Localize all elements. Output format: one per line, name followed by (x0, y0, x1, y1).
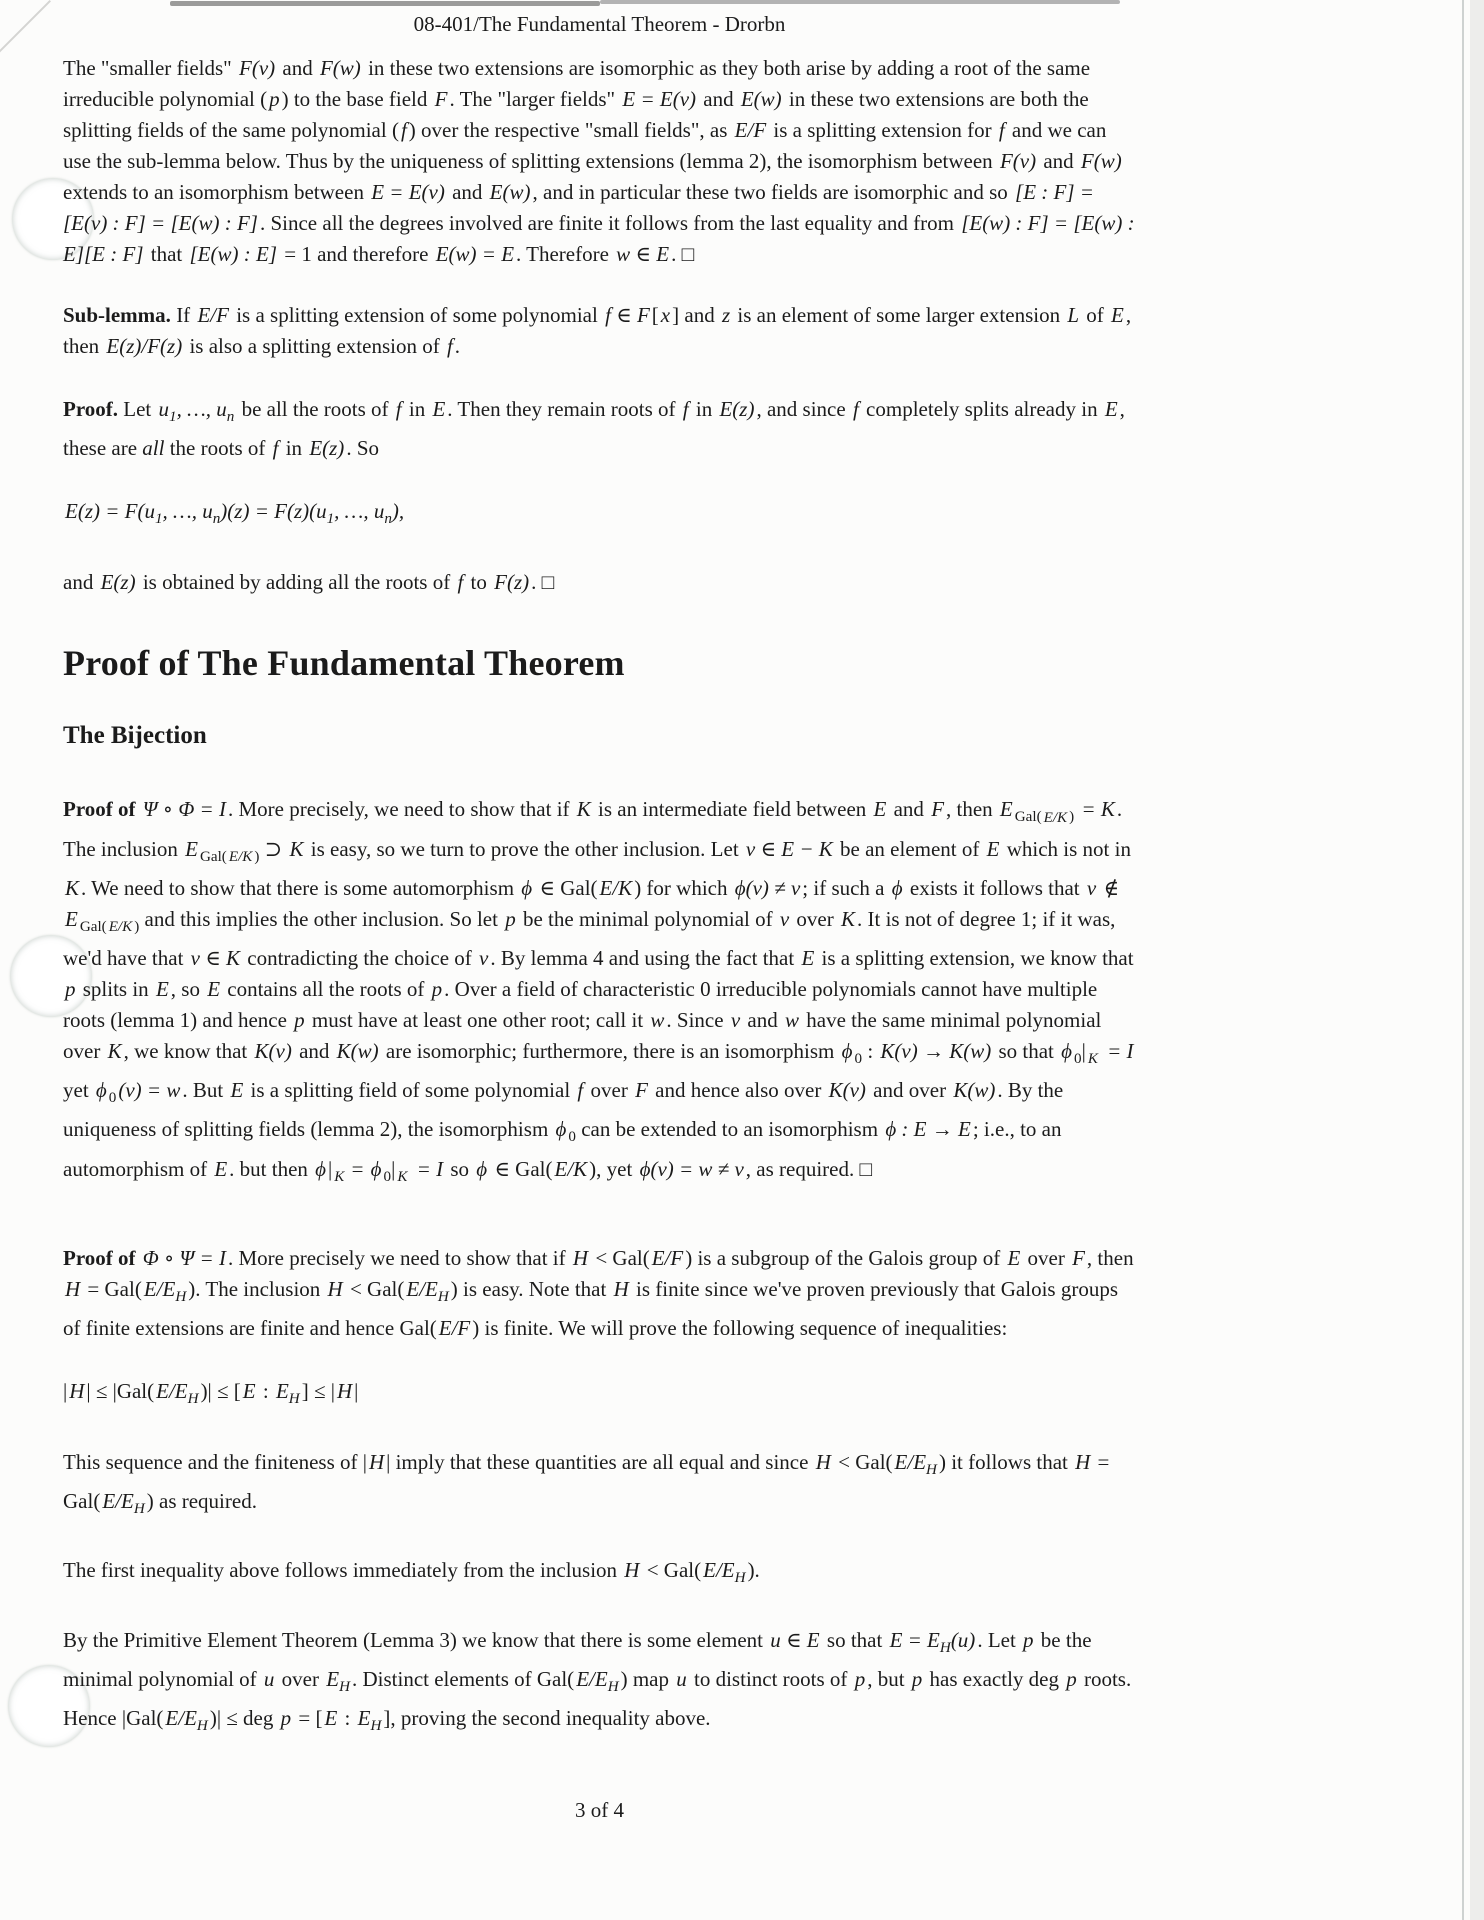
sublemma-proof-conclusion: and E(z) is obtained by adding all the roots of f to F(z). □ (63, 570, 555, 595)
sublemma-proof: Proof. Let $u_1$, …, $u_n$ be all the roots of f in E. Then they remain roots of f in E(z), and since f completely splits already in E, these are all the roots of f in E(z). So (63, 397, 1125, 461)
paragraph-proof-psi-phi: Proof of Ψ ∘ Φ = I. More precisely, we need to show that if K is an intermediate field between E and F, then E $_{Gal( E/K )}$ = K. The inclusion E $_{Gal( E/K )}$ ⊃ K is easy, so we turn to prove the other inclusion. Let v ∈ E − K be an element of E which is not in K. We need to show that there is some automorphism ϕ ∈ Gal(E/K) for which ϕ(v) ≠ v; if such a ϕ exists it follows that v ∉ E $_{Gal( E/K )}$ and this implies the other inclusion. So let p be the minimal polynomial of v over K. It is not of degree 1; if it was, we'd have that v ∈ K contradicting the choice of v. By lemma 4 and using the fact that E is a splitting extension, we know that p splits in E, so E contains all the roots of p. Over a field of characteristic 0 irreducible polynomials cannot have multiple roots (lemma 1) and hence p must have at least one other root; call it w. Since v and w have the same minimal polynomial over K, we know that K(v) and K(w) are isomorphic; furthermore, there is an isomorphism ϕ $_0$ : K(v) → K(w) so that ϕ $_0$| $_K$ = I yet ϕ $_0$(v) = w. But E is a splitting field of some polynomial f over F and hence also over K(v) and over K(w). By the uniqueness of splitting fields (lemma 2), the isomorphism ϕ $_0$ can be extended to an isomorphism ϕ : E → E; i.e., to an automorphism of E. but then ϕ| $_K$ = ϕ $_0$| $_K$ = I so ϕ ∈ Gal(E/K), yet ϕ(v) = w ≠ v, as required. □ (63, 797, 1134, 1185)
scan-edge-strip (1470, 0, 1484, 1920)
paragraph-primitive-element: By the Primitive Element Theorem (Lemma 3) we know that there is some element u ∈ E so that $E = E_H(u)$. Let p be the minimal polynomial of u over $E_H$. Distinct elements of $Gal(E/E_H)$ map u to distinct roots of p, but p has exactly deg p roots. Hence $|Gal(E/E_H)|$ ≤ deg p = [E : $E_H$], proving the second inequality above. (63, 1627, 1132, 1735)
scan-corner-crease (0, 0, 51, 58)
section-heading-proof-fundamental-theorem: Proof of The Fundamental Theorem (63, 643, 625, 684)
sublemma-statement: Sub-lemma. If E/F is a splitting extension of some polynomial f ∈ F[x] and z is an element of some larger extension L of E, then E(z)/F(z) is also a splitting extension of f. (63, 303, 1132, 358)
paragraph-first-inequality: The first inequality above follows immediately from the inclusion $H < Gal(E/E_H)$. (63, 1558, 760, 1587)
equation-inequalities: $|H| \le |Gal(E/E_H)| \le [E$ : $E_H] \le |H|$ (63, 1378, 359, 1408)
document-content (63, 0, 1136, 1742)
equation-splitting-field: $E(z) = F(u_1$, …, $u_n)(z) = F(z)(u_1$, …, $u_n$), (65, 499, 405, 528)
page-number: 3 of 4 (575, 1798, 624, 1822)
paragraph-isomorphic-fields: The "smaller fields" F(v) and F(w) in these two extensions are isomorphic as they both arise by adding a root of the same irreducible polynomial (p) to the base field F. The "larger fields" E = E(v) and E(w) in these two extensions are both the splitting fields of the same polynomial (f) over the respective "small fields", as E/F is a splitting extension for f and we can use the sub-lemma below. Thus by the uniqueness of splitting extensions (lemma 2), the isomorphism between F(v) and F(w) extends to an isomorphism between E = E(v) and E(w), and in particular these two fields are isomorphic and so [E : F] = [E(v) : F] = [E(w) : F]. Since all the degrees involved are finite it follows from the last equality and from [E(w) : F] = [E(w) : E][E : F] that [E(w) : E] = 1 and therefore E(w) = E. Therefore w ∈ E. □ (63, 56, 1135, 266)
scan-edge-line (1462, 0, 1464, 1920)
subsection-heading-the-bijection: The Bijection (63, 722, 207, 750)
paragraph-sequence-equal: This sequence and the finiteness of |H| imply that these quantities are all equal and since $H < Gal(E/E_H)$ it follows that $H = Gal(E/E_H)$ as required. (63, 1450, 1110, 1518)
paragraph-proof-phi-psi: Proof of Φ ∘ Ψ = I. More precisely we need to show that if H < Gal(E/F) is a subgroup of the Galois group of E over F, then $H = Gal(E/E_H)$. The inclusion $H < Gal(E/E_H)$ is easy. Note that H is finite since we've proven previously that Galois groups of finite extensions are finite and hence Gal(E/F) is finite. We will prove the following sequence of inequalities: (63, 1245, 1134, 1340)
document-header-title: 08-401/The Fundamental Theorem - Drorbn (413, 12, 786, 36)
